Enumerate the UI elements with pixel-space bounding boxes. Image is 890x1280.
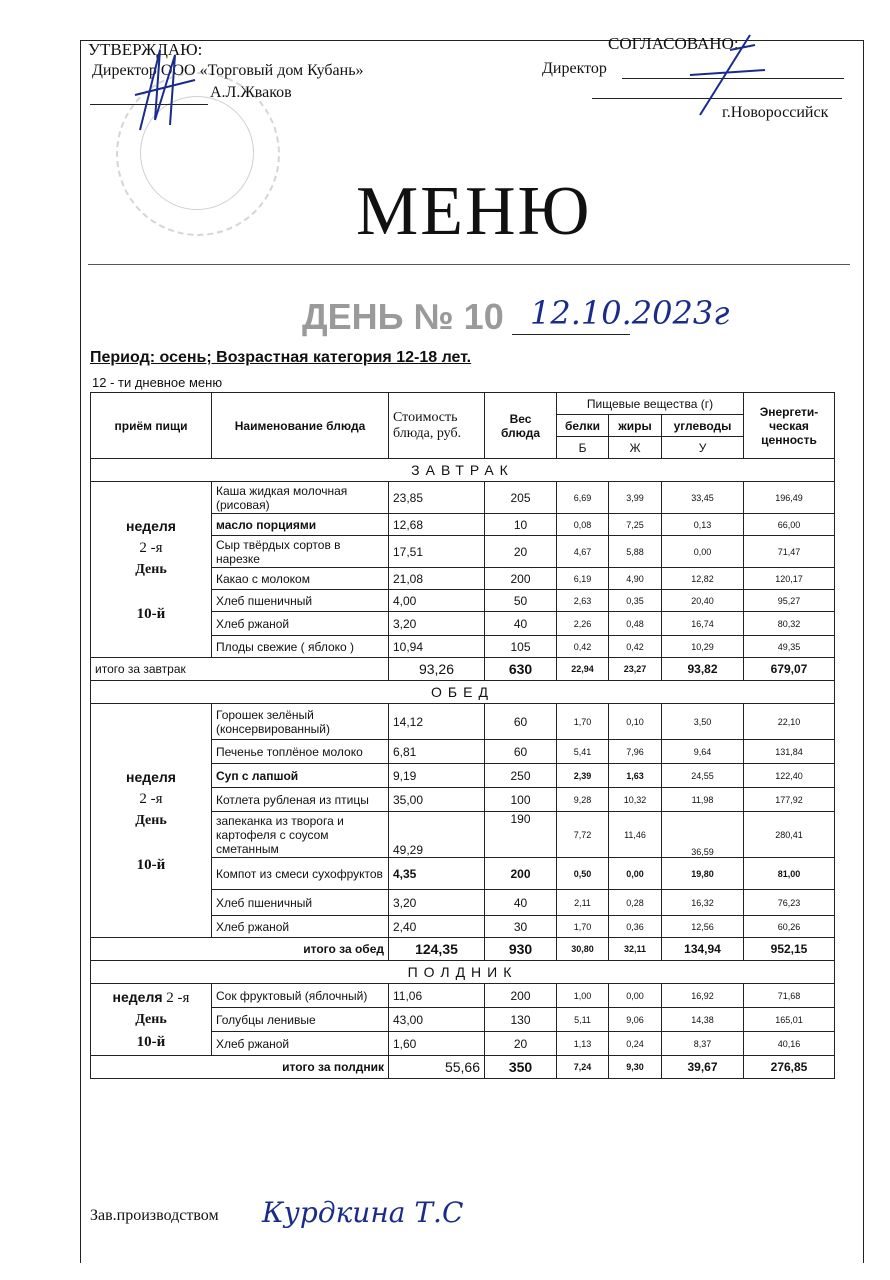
dish-fat: 5,88 — [609, 536, 662, 568]
total-energy: 679,07 — [744, 658, 835, 681]
section-lunch: ОБЕД — [91, 681, 835, 704]
dish-carbs: 16,92 — [662, 984, 744, 1008]
dish-fat: 3,99 — [609, 482, 662, 514]
menu-table — [90, 392, 835, 1079]
dish-cost: 4,35 — [389, 858, 485, 890]
dish-weight: 50 — [485, 590, 557, 612]
dish-weight: 30 — [485, 916, 557, 938]
dish-protein: 5,41 — [557, 740, 609, 764]
dish-name: Хлеб пшеничный — [212, 590, 389, 612]
total-fat: 23,27 — [609, 658, 662, 681]
dish-cost: 23,85 — [389, 482, 485, 514]
col-protein-short: Б — [557, 437, 609, 459]
dish-fat: 7,96 — [609, 740, 662, 764]
dish-name: Хлеб ржаной — [212, 612, 389, 636]
approve-name: А.Л.Жваков — [210, 84, 292, 101]
agreed-label: СОГЛАСОВАНО: — [608, 34, 739, 53]
dish-name: Хлеб пшеничный — [212, 890, 389, 916]
dish-cost: 10,94 — [389, 636, 485, 658]
total-protein: 22,94 — [557, 658, 609, 681]
total-fat: 9,30 — [609, 1056, 662, 1079]
dish-cost: 2,40 — [389, 916, 485, 938]
dish-protein: 6,69 — [557, 482, 609, 514]
dish-carbs: 20,40 — [662, 590, 744, 612]
dish-energy: 95,27 — [744, 590, 835, 612]
dish-fat: 10,32 — [609, 788, 662, 812]
total-weight: 350 — [485, 1056, 557, 1079]
section-breakfast: ЗАВТРАК — [91, 459, 835, 482]
day-date: 12.10.2023г — [530, 294, 730, 332]
dish-name: Каша жидкая молочная (рисовая) — [212, 482, 389, 514]
dish-energy: 280,41 — [744, 812, 835, 858]
meal-cell-snack: неделя 2 -я День 10-й — [91, 984, 212, 1056]
day-label: ДЕНЬ № 10 — [302, 296, 504, 337]
dish-name: Котлета рубленая из птицы — [212, 788, 389, 812]
dish-carbs: 3,50 — [662, 704, 744, 740]
col-fat: жиры — [609, 415, 662, 437]
dish-energy: 71,68 — [744, 984, 835, 1008]
dish-carbs: 0,13 — [662, 514, 744, 536]
dish-cost: 49,29 — [389, 812, 485, 858]
total-protein: 7,24 — [557, 1056, 609, 1079]
dish-carbs: 12,82 — [662, 568, 744, 590]
dish-carbs: 8,37 — [662, 1032, 744, 1056]
dish-carbs: 16,74 — [662, 612, 744, 636]
dish-weight: 130 — [485, 1008, 557, 1032]
meal-cell-breakfast: неделя 2 -я День 10-й — [91, 482, 212, 658]
dish-weight: 60 — [485, 704, 557, 740]
dish-carbs: 10,29 — [662, 636, 744, 658]
dish-fat: 0,36 — [609, 916, 662, 938]
dish-cost: 12,68 — [389, 514, 485, 536]
dish-protein: 1,70 — [557, 916, 609, 938]
footer-signature: Курдкина Т.С — [262, 1196, 464, 1229]
dish-fat: 1,63 — [609, 764, 662, 788]
col-meal: приём пищи — [91, 393, 212, 459]
dish-carbs: 0,00 — [662, 536, 744, 568]
dish-fat: 0,00 — [609, 858, 662, 890]
agreed-position: Директор — [542, 60, 607, 77]
total-weight: 930 — [485, 938, 557, 961]
dish-weight: 250 — [485, 764, 557, 788]
dish-protein: 2,11 — [557, 890, 609, 916]
dish-carbs: 12,56 — [662, 916, 744, 938]
dish-protein: 5,11 — [557, 1008, 609, 1032]
dish-cost: 11,06 — [389, 984, 485, 1008]
dish-fat: 9,06 — [609, 1008, 662, 1032]
page-title: МЕНЮ — [356, 173, 592, 250]
dish-energy: 81,00 — [744, 858, 835, 890]
dish-name: Сок фруктовый (яблочный) — [212, 984, 389, 1008]
dish-carbs: 9,64 — [662, 740, 744, 764]
dish-name: Какао с молоком — [212, 568, 389, 590]
dish-protein: 1,00 — [557, 984, 609, 1008]
dish-cost: 35,00 — [389, 788, 485, 812]
dish-protein: 2,39 — [557, 764, 609, 788]
dish-protein: 0,50 — [557, 858, 609, 890]
dish-fat: 11,46 — [609, 812, 662, 858]
total-label-lunch: итого за обед — [91, 938, 389, 961]
approve-signature-icon — [130, 40, 200, 140]
total-label-snack: итого за полдник — [91, 1056, 389, 1079]
dish-fat: 0,28 — [609, 890, 662, 916]
dish-name: масло порциями — [212, 514, 389, 536]
dish-weight: 200 — [485, 568, 557, 590]
dish-name: Плоды свежие ( яблоко ) — [212, 636, 389, 658]
dish-fat: 0,48 — [609, 612, 662, 636]
dish-weight: 105 — [485, 636, 557, 658]
footer-label: Зав.производством — [90, 1207, 219, 1224]
dish-cost: 3,20 — [389, 612, 485, 636]
dish-weight: 60 — [485, 740, 557, 764]
dish-energy: 40,16 — [744, 1032, 835, 1056]
dish-energy: 196,49 — [744, 482, 835, 514]
section-snack: ПОЛДНИК — [91, 961, 835, 984]
dish-cost: 14,12 — [389, 704, 485, 740]
dish-cost: 17,51 — [389, 536, 485, 568]
total-cost: 55,66 — [389, 1056, 485, 1079]
dish-energy: 122,40 — [744, 764, 835, 788]
dish-name: Суп с лапшой — [212, 764, 389, 788]
col-carbs-short: У — [662, 437, 744, 459]
total-carbs: 93,82 — [662, 658, 744, 681]
total-cost: 93,26 — [389, 658, 485, 681]
col-carbs: углеводы — [662, 415, 744, 437]
dish-weight: 20 — [485, 1032, 557, 1056]
total-cost: 124,35 — [389, 938, 485, 961]
total-energy: 952,15 — [744, 938, 835, 961]
dish-weight: 10 — [485, 514, 557, 536]
dish-cost: 1,60 — [389, 1032, 485, 1056]
dish-cost: 3,20 — [389, 890, 485, 916]
col-fat-short: Ж — [609, 437, 662, 459]
dish-protein: 7,72 — [557, 812, 609, 858]
dish-protein: 2,63 — [557, 590, 609, 612]
total-fat: 32,11 — [609, 938, 662, 961]
dish-energy: 131,84 — [744, 740, 835, 764]
meal-cell-lunch: неделя 2 -я День 10-й — [91, 704, 212, 938]
agreed-signature-icon — [670, 30, 770, 120]
dish-energy: 165,01 — [744, 1008, 835, 1032]
dish-carbs: 16,32 — [662, 890, 744, 916]
dish-fat: 0,24 — [609, 1032, 662, 1056]
dish-name: Печенье топлёное молоко — [212, 740, 389, 764]
dish-fat: 0,42 — [609, 636, 662, 658]
dish-weight: 40 — [485, 890, 557, 916]
dish-weight: 40 — [485, 612, 557, 636]
dish-protein: 2,26 — [557, 612, 609, 636]
dish-weight: 190 — [485, 812, 557, 858]
dish-weight: 20 — [485, 536, 557, 568]
total-weight: 630 — [485, 658, 557, 681]
dish-fat: 0,35 — [609, 590, 662, 612]
total-protein: 30,80 — [557, 938, 609, 961]
dish-name: Голубцы ленивые — [212, 1008, 389, 1032]
dish-name: Хлеб ржаной — [212, 916, 389, 938]
dish-weight: 200 — [485, 984, 557, 1008]
dish-protein: 0,08 — [557, 514, 609, 536]
dish-fat: 4,90 — [609, 568, 662, 590]
dish-weight: 100 — [485, 788, 557, 812]
dish-carbs: 33,45 — [662, 482, 744, 514]
dish-fat: 0,10 — [609, 704, 662, 740]
dish-name: Хлеб ржаной — [212, 1032, 389, 1056]
day-date-line — [512, 334, 630, 335]
dish-fat: 7,25 — [609, 514, 662, 536]
dish-energy: 80,32 — [744, 612, 835, 636]
dish-name: Компот из смеси сухофруктов — [212, 858, 389, 890]
total-label-breakfast: итого за завтрак — [91, 658, 389, 681]
total-carbs: 39,67 — [662, 1056, 744, 1079]
col-cost: Стоимость блюда, руб. — [389, 393, 485, 459]
dish-energy: 76,23 — [744, 890, 835, 916]
dish-weight: 205 — [485, 482, 557, 514]
col-protein: белки — [557, 415, 609, 437]
dish-carbs: 19,80 — [662, 858, 744, 890]
approve-label: УТВЕРЖДАЮ: — [88, 40, 203, 59]
dish-energy: 177,92 — [744, 788, 835, 812]
dish-carbs: 14,38 — [662, 1008, 744, 1032]
dish-energy: 49,35 — [744, 636, 835, 658]
dish-weight: 200 — [485, 858, 557, 890]
dish-cost: 21,08 — [389, 568, 485, 590]
dish-protein: 1,13 — [557, 1032, 609, 1056]
city: г.Новороссийск — [722, 104, 829, 121]
dish-cost: 6,81 — [389, 740, 485, 764]
dish-protein: 0,42 — [557, 636, 609, 658]
period: Период: осень; Возрастная категория 12-18 лет. — [90, 349, 472, 366]
col-dish: Наименование блюда — [212, 393, 389, 459]
col-weight: Вес блюда — [485, 393, 557, 459]
total-energy: 276,85 — [744, 1056, 835, 1079]
total-carbs: 134,94 — [662, 938, 744, 961]
dish-fat: 0,00 — [609, 984, 662, 1008]
dish-carbs: 11,98 — [662, 788, 744, 812]
menu-type: 12 - ти дневное меню — [92, 375, 223, 390]
dish-cost: 4,00 — [389, 590, 485, 612]
dish-protein: 6,19 — [557, 568, 609, 590]
dish-name: запеканка из творога и картофеля с соусом сметанным — [212, 812, 389, 858]
dish-cost: 9,19 — [389, 764, 485, 788]
dish-carbs: 24,55 — [662, 764, 744, 788]
col-nutrients: Пищевые вещества (г) — [557, 393, 744, 415]
col-energy: Энергети-ческая ценность — [744, 393, 835, 459]
title-divider — [88, 264, 850, 265]
dish-name: Сыр твёрдых сортов в нарезке — [212, 536, 389, 568]
dish-protein: 4,67 — [557, 536, 609, 568]
dish-carbs: 36,59 — [662, 812, 744, 858]
dish-protein: 1,70 — [557, 704, 609, 740]
dish-energy: 60,26 — [744, 916, 835, 938]
dish-energy: 120,17 — [744, 568, 835, 590]
dish-energy: 22,10 — [744, 704, 835, 740]
dish-energy: 71,47 — [744, 536, 835, 568]
dish-name: Горошек зелёный (консервированный) — [212, 704, 389, 740]
dish-energy: 66,00 — [744, 514, 835, 536]
dish-protein: 9,28 — [557, 788, 609, 812]
approve-position: Директор ООО «Торговый дом Кубань» — [92, 62, 364, 79]
dish-cost: 43,00 — [389, 1008, 485, 1032]
